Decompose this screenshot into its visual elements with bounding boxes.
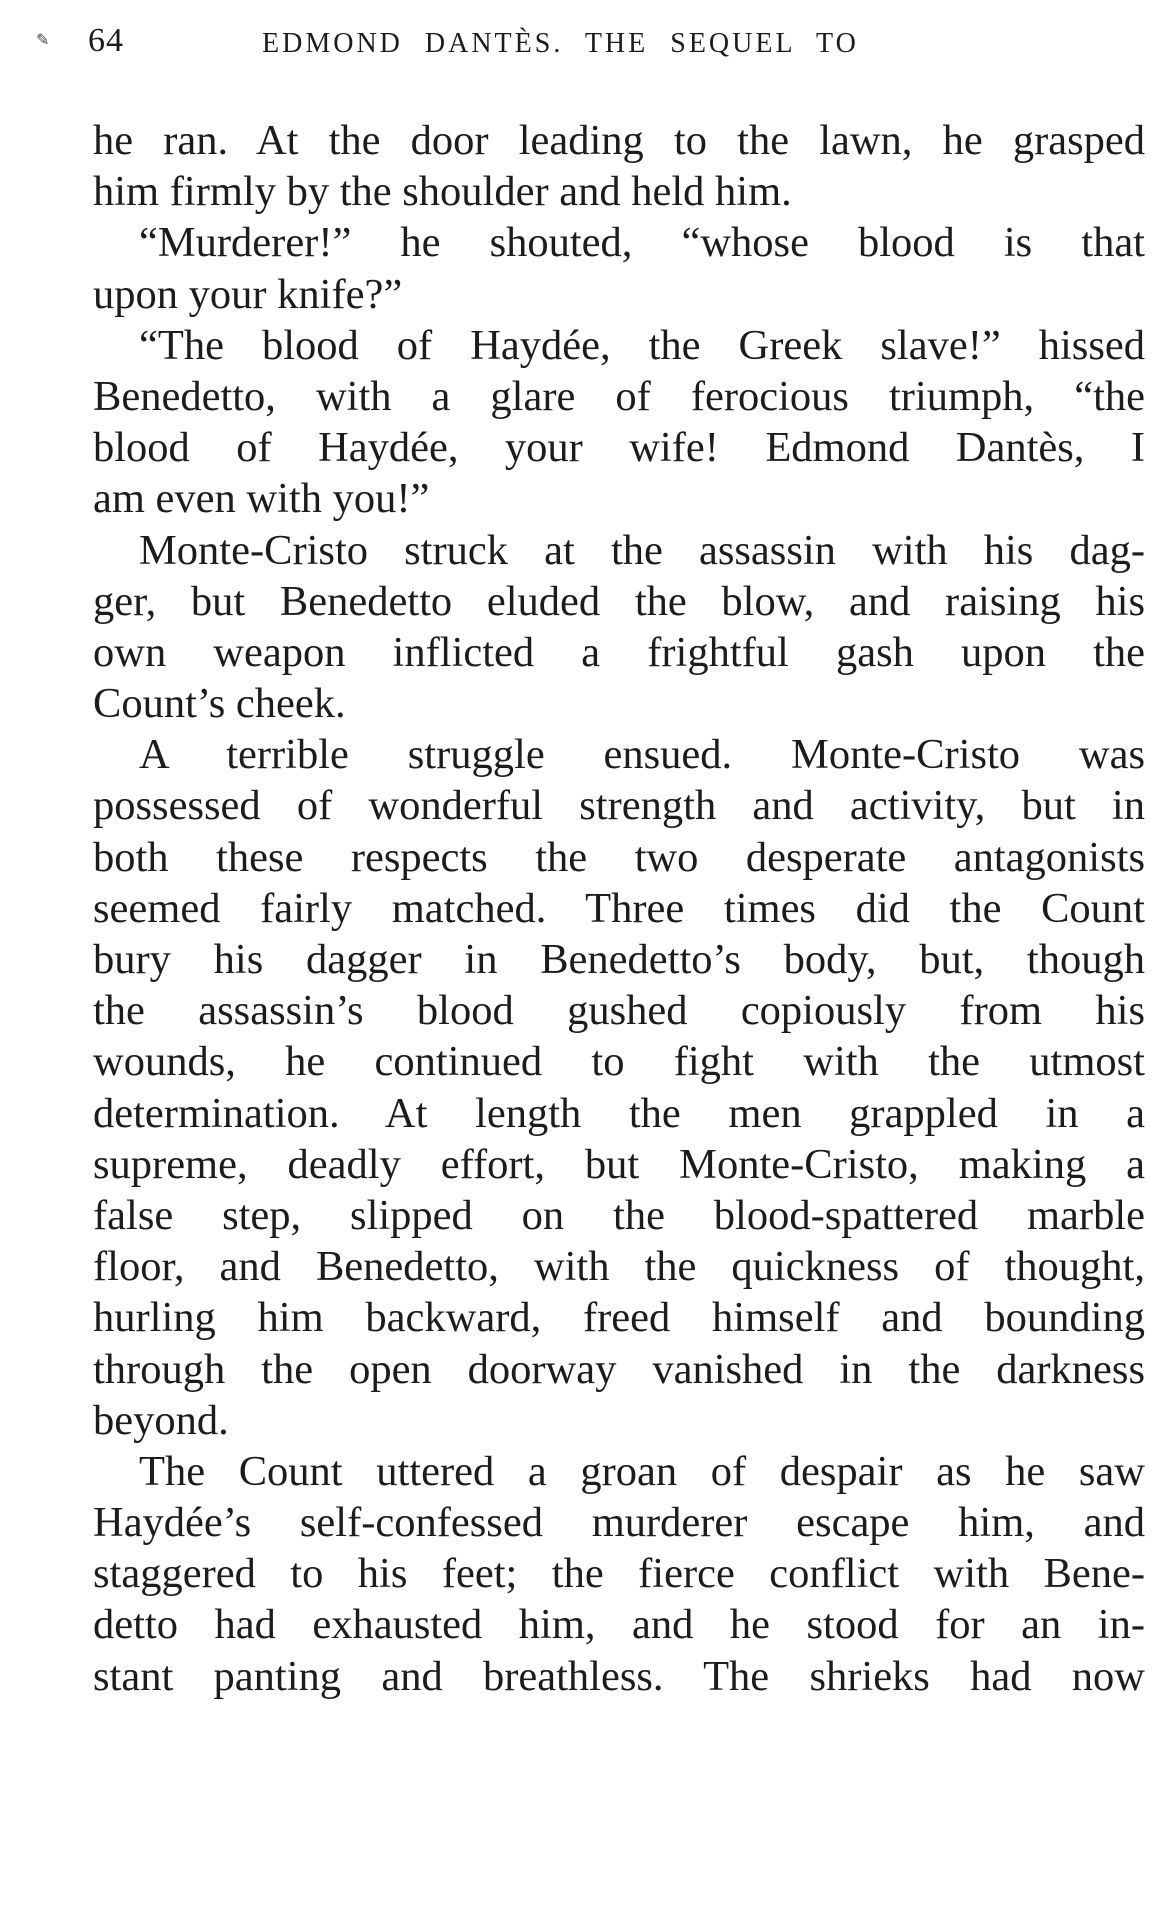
text-line: both these respects the two desperate antagonists (93, 833, 1145, 881)
text-line: false step, slipped on the blood-spattered marble (93, 1191, 1145, 1239)
text-line: A terrible struggle ensued. Monte-Cristo was (139, 731, 1145, 779)
text-line: stant panting and breathless. The shrieks had now (93, 1652, 1145, 1700)
text-line: staggered to his feet; the fierce conflict with Bene- (93, 1550, 1145, 1598)
text-line: own weapon inflicted a frightful gash upon the (93, 628, 1145, 676)
text-line: Monte-Cristo struck at the assassin with his dag- (139, 526, 1145, 574)
text-line: determination. At length the men grappled in a (93, 1089, 1145, 1137)
text-line: am even with you!” (93, 475, 430, 523)
text-line: possessed of wonderful strength and activity, but in (93, 782, 1145, 830)
text-line: the assassin’s blood gushed copiously from his (93, 987, 1145, 1035)
text-line: wounds, he continued to fight with the utmost (93, 1038, 1145, 1086)
page-number: 64 (88, 22, 124, 59)
body-text (93, 115, 1145, 1702)
text-line: detto had exhausted him, and he stood for an in- (93, 1601, 1145, 1649)
text-line: hurling him backward, freed himself and bounding (93, 1294, 1145, 1342)
text-line: supreme, deadly effort, but Monte-Cristo, making a (93, 1140, 1145, 1188)
text-line: he ran. At the door leading to the lawn, he grasped (93, 117, 1145, 164)
scan-mark-icon: ✎ (36, 32, 50, 49)
text-line: through the open doorway vanished in the darkness (93, 1345, 1145, 1393)
text-line: him firmly by the shoulder and held him. (93, 168, 792, 216)
text-line: bury his dagger in Benedetto’s body, but, though (93, 936, 1145, 983)
text-line: “Murderer!” he shouted, “whose blood is that (139, 219, 1145, 267)
running-head: EDMOND DANTÈS. THE SEQUEL TO (262, 28, 859, 59)
text-line: Haydée’s self-confessed murderer escape him, and (93, 1499, 1145, 1547)
text-line: Count’s cheek. (93, 680, 346, 728)
text-line: blood of Haydée, your wife! Edmond Dantès, I (93, 424, 1145, 472)
text-line: seemed fairly matched. Three times did the Count (93, 884, 1145, 932)
text-line: beyond. (93, 1396, 229, 1444)
text-line: The Count uttered a groan of despair as he saw (139, 1447, 1145, 1495)
text-line: upon your knife?” (93, 270, 403, 318)
text-line: floor, and Benedetto, with the quickness of thought, (93, 1243, 1145, 1291)
page-header (36, 22, 1148, 72)
text-line: ger, but Benedetto eluded the blow, and raising his (93, 577, 1145, 625)
text-line: “The blood of Haydée, the Greek slave!” hissed (139, 321, 1145, 369)
text-line: Benedetto, with a glare of ferocious triumph, “the (93, 372, 1145, 420)
